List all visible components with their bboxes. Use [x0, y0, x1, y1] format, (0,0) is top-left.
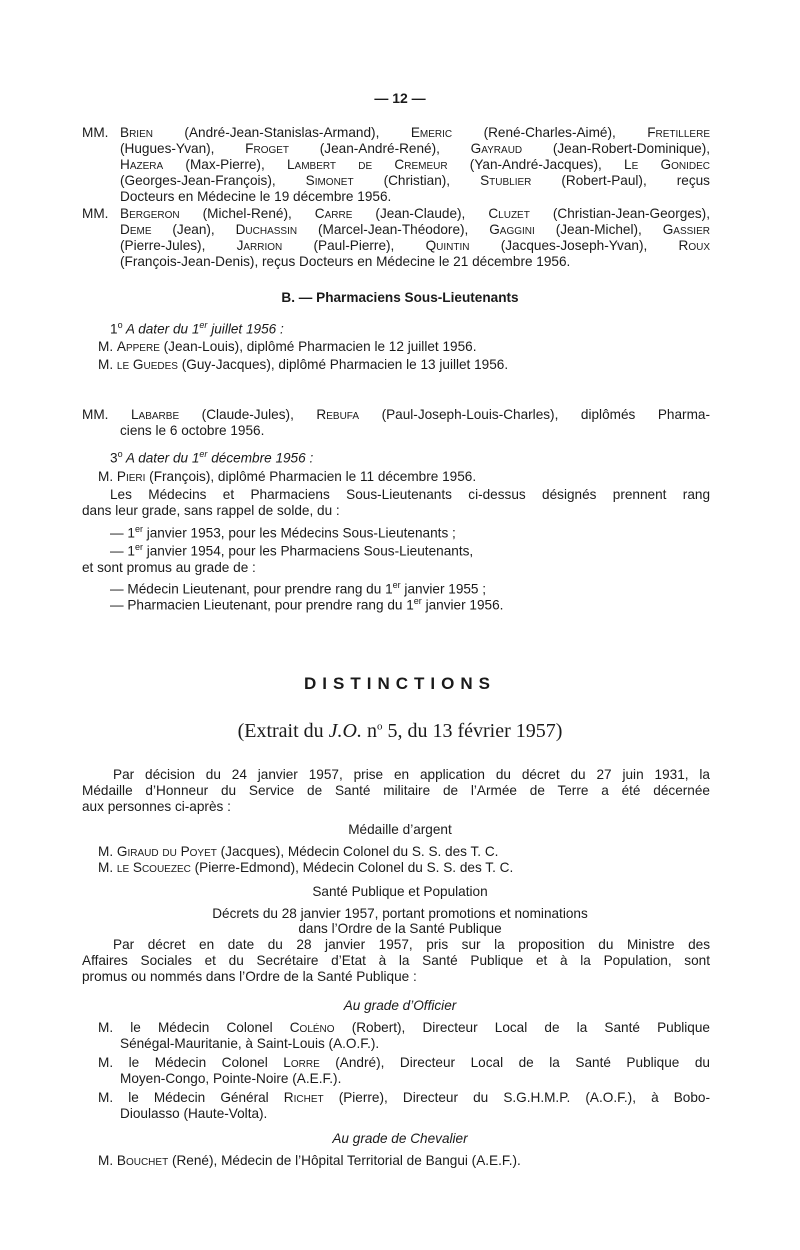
text-line: Les Médecins et Pharmaciens Sous-Lieutenants ci-dessus désignés prennent rang [110, 487, 710, 502]
text-line: M. le Médecin Colonel Coléno (Robert), Directeur Local de la Santé Publique [98, 1020, 710, 1035]
mm-prefix: MM. [82, 125, 109, 140]
section-b-title: B. — Pharmaciens Sous-Lieutenants [281, 290, 519, 305]
text-line: Sénégal-Mauritanie, à Saint-Louis (A.O.F.). [120, 1036, 380, 1051]
text-line: Hazera (Max-Pierre), Lambert de Cremeur (Yan-André-Jacques), Le Gonidec [120, 157, 710, 172]
text-line: M. le Médecin Colonel Lorre (André), Directeur Local de la Santé Publique du [98, 1055, 710, 1070]
text-line: dans leur grade, sans rappel de solde, du : [82, 503, 340, 518]
text-line: et sont promus au grade de : [82, 560, 256, 575]
text-line: aux personnes ci-après : [82, 799, 231, 814]
text-line: (François-Jean-Denis), reçus Docteurs en Médecine le 21 décembre 1956. [120, 254, 571, 269]
officier-title: Au grade d’Officier [343, 998, 457, 1013]
text-line: Médaille d’Honneur du Service de Santé militaire de l’Armée de Terre a été décernée [82, 783, 710, 798]
text-line: M. Bouchet (René), Médecin de l’Hôpital Territorial de Bangui (A.E.F.). [98, 1153, 521, 1168]
text-line: promus ou nommés dans l’Ordre de la Santé Publique : [82, 969, 417, 984]
extrait-heading: (Extrait du J.O. $n^o$ 5, du 13 février 1957) [237, 720, 563, 742]
text-line: (Pierre-Jules), Jarrion (Paul-Pierre), Quintin (Jacques-Joseph-Yvan), Roux [120, 238, 710, 253]
text-line: — 1er janvier 1954, pour les Pharmaciens Sous-Lieutenants, [110, 542, 474, 559]
date-heading: 3$^o$ A dater du 1er décembre 1956 : [110, 449, 314, 466]
text-line: M. le Guedes (Guy-Jacques), diplômé Pharmacien le 13 juillet 1956. [98, 357, 509, 372]
text-line: (Georges-Jean-François), Simonet (Christian), Stublier (Robert-Paul), reçus [120, 173, 710, 188]
text-line: (Hugues-Yvan), Froget (Jean-André-René), Gayraud (Jean-Robert-Dominique), [120, 141, 711, 156]
text-line: M. le Scouezec (Pierre-Edmond), Médecin Colonel du S. S. des T. C. [98, 860, 514, 875]
text-line: Dioulasso (Haute-Volta). [120, 1106, 268, 1121]
text-line: — Pharmacien Lieutenant, pour prendre rang du 1er janvier 1956. [110, 596, 504, 613]
text-line: M. Appere (Jean-Louis), diplômé Pharmacien le 12 juillet 1956. [98, 339, 477, 354]
text-line: Par décret en date du 28 janvier 1957, pris sur la proposition du Ministre des [113, 937, 710, 952]
text-line: Deme (Jean), Duchassin (Marcel-Jean-Théodore), Gaggini (Jean-Michel), Gassier [120, 222, 710, 237]
text-line: — 1er janvier 1953, pour les Médecins Sous-Lieutenants ; [110, 524, 456, 541]
text-line: ciens le 6 octobre 1956. [120, 423, 265, 438]
sante-title: Santé Publique et Population [312, 884, 488, 899]
text-line: Affaires Sociales et du Secrétaire d’Etat à la Santé Publique et à la Population, sont [82, 953, 710, 968]
text-line: M. Pieri (François), diplômé Pharmacien le 11 décembre 1956. [98, 469, 477, 484]
text-line: Moyen-Congo, Pointe-Noire (A.E.F.). [120, 1071, 342, 1086]
text-line: — Médecin Lieutenant, pour prendre rang du 1er janvier 1955 ; [110, 580, 487, 597]
mm-prefix: MM. [82, 206, 109, 221]
text-line: M. Giraud du Poyet (Jacques), Médecin Colonel du S. S. des T. C. [98, 844, 499, 859]
text-line: M. le Médecin Général Richet (Pierre), Directeur du S.G.H.M.P. (A.O.F.), à Bobo- [98, 1090, 710, 1105]
decrets-line: Décrets du 28 janvier 1957, portant promotions et nominations [212, 906, 588, 921]
medaille-title: Médaille d’argent [348, 822, 452, 837]
text-line: Brien (André-Jean-Stanislas-Armand), Emeric (René-Charles-Aimé), Fretillere [120, 125, 710, 140]
distinctions-heading: DISTINCTIONS [304, 674, 496, 693]
chevalier-title: Au grade de Chevalier [332, 1131, 468, 1146]
date-heading: 1$^o$ A dater du 1er juillet 1956 : [110, 320, 284, 337]
page-number: — 12 — [374, 90, 426, 106]
text-line: Par décision du 24 janvier 1957, prise en application du décret du 27 juin 1931, la [113, 767, 710, 782]
text-line: MM. Labarbe (Claude-Jules), Rebufa (Paul-Joseph-Louis-Charles), diplômés Pharma- [82, 407, 710, 422]
text-line: Bergeron (Michel-René), Carre (Jean-Claude), Cluzet (Christian-Jean-Georges), [120, 206, 710, 221]
decrets-line: dans l’Ordre de la Santé Publique [298, 921, 502, 936]
text-line: Docteurs en Médecine le 19 décembre 1956. [120, 189, 392, 204]
